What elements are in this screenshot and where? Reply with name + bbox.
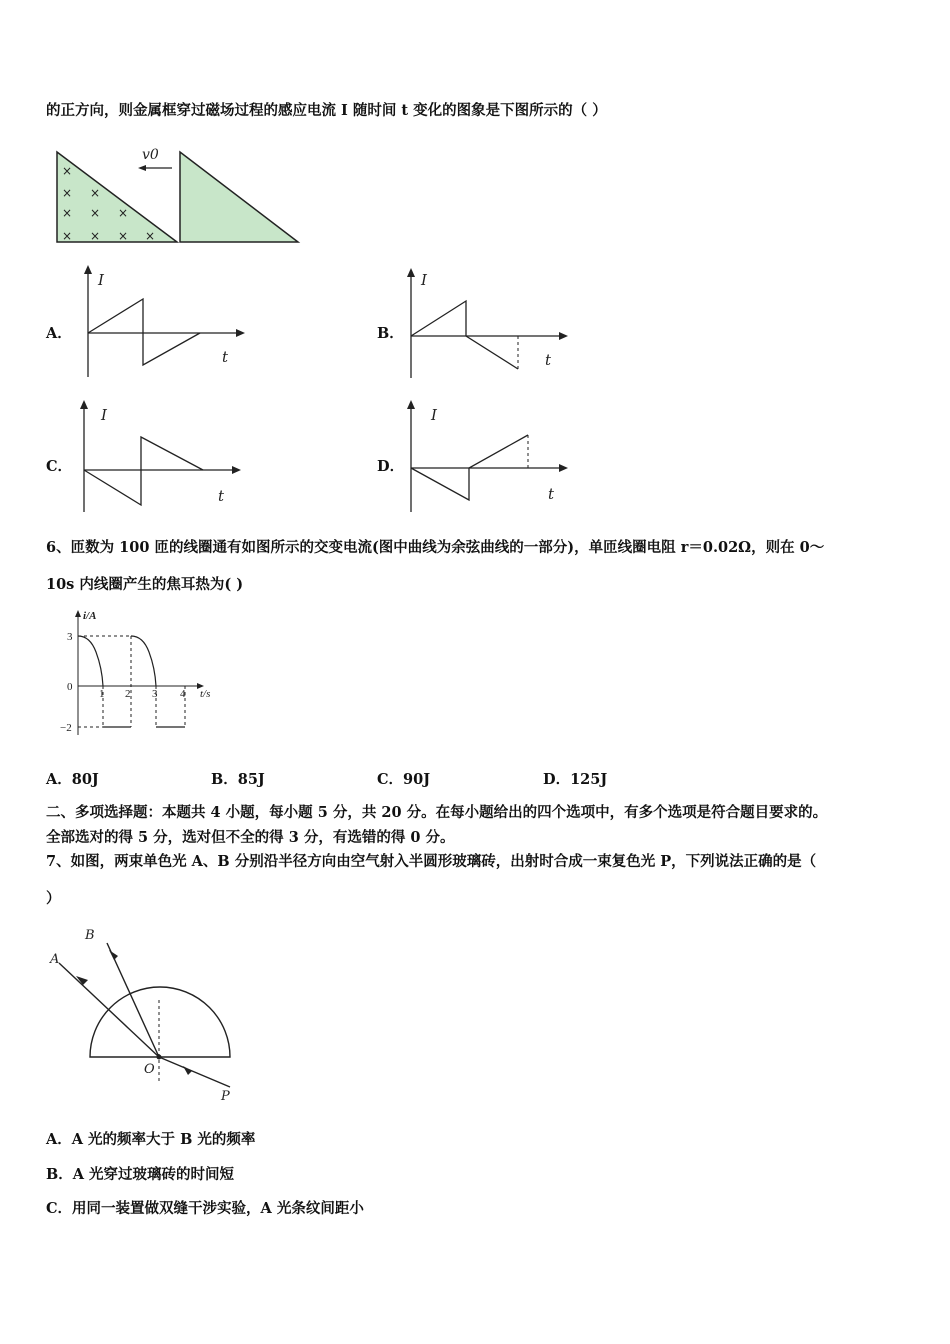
q7-label-o: O [144, 1062, 155, 1077]
velocity-label: v0 [142, 147, 159, 163]
field-cross-mark: × [90, 229, 101, 243]
q6-xtick-4: 4 [180, 688, 186, 700]
q7-stem-line1: 7、如图，两束单色光 A、B 分别沿半径方向由空气射入半圆形玻璃砖，出射时合成一束复色光 P，下列说法正确的是（ [46, 853, 817, 870]
field-cross-mark: × [90, 186, 101, 200]
q6-ytick-neg2: −2 [60, 722, 72, 734]
q6-ytick-3: 3 [67, 631, 73, 643]
q7-option-c[interactable]: C．用同一装置做双缝干涉实验，A 光条纹间距小 [46, 1200, 364, 1217]
field-cross-mark: × [62, 164, 73, 178]
q5-a-xlabel: t [222, 348, 229, 366]
q7-stem-line2: ） [46, 890, 61, 907]
q6-stem-line1: 6、匝数为 100 匝的线圈通有如图所示的交变电流(图中曲线为余弦曲线的一部分)，单匝线圈电阻 r＝0.02Ω，则在 0～ [46, 539, 825, 556]
q7-option-b[interactable]: B．A 光穿过玻璃砖的时间短 [46, 1166, 235, 1183]
field-cross-mark: × [118, 206, 129, 220]
q7-option-a[interactable]: A．A 光的频率大于 B 光的频率 [46, 1131, 256, 1148]
q5-option-c-graph [76, 400, 251, 515]
q6-choice-a[interactable]: A．80J [46, 771, 99, 788]
q5-c-xlabel: t [218, 487, 225, 505]
q6-ytick-0: 0 [67, 681, 73, 693]
q5-option-b-label[interactable]: B． [377, 325, 404, 342]
velocity-arrowhead [138, 165, 146, 171]
q5-a-ylabel: I [98, 271, 104, 289]
q6-choice-b[interactable]: B．85J [211, 771, 265, 788]
q5-option-c-label[interactable]: C． [46, 458, 73, 475]
q7-label-p: P [221, 1089, 230, 1104]
q5-figure [50, 145, 310, 250]
section2-line1: 二、多项选择题：本题共 4 小题，每小题 5 分，共 20 分。在每小题给出的四个选项中，有多个选项是符合题目要求的。 [46, 804, 828, 821]
q5-option-b-graph [403, 268, 578, 383]
q6-xtick-1: 1 [99, 688, 105, 700]
q5-c-ylabel: I [101, 406, 107, 424]
q7-figure [45, 925, 245, 1110]
section2-line2: 全部选对的得 5 分，选对但不全的得 3 分，有选错的得 0 分。 [46, 829, 455, 846]
q5-option-a-graph [80, 265, 255, 380]
q6-xtick-3: 3 [152, 688, 158, 700]
q6-ylabel: i/A [83, 610, 97, 622]
q6-graph [58, 607, 223, 737]
field-cross-mark: × [62, 186, 73, 200]
q7-label-b: B [85, 928, 95, 943]
field-cross-mark: × [62, 206, 73, 220]
q7-label-a: A [50, 952, 60, 967]
field-cross-mark: × [145, 229, 156, 243]
q5-b-xlabel: t [545, 351, 552, 369]
field-cross-mark: × [90, 206, 101, 220]
q6-xtick-2: 2 [125, 688, 131, 700]
q5-option-d-label[interactable]: D． [377, 458, 405, 475]
q6-choice-d[interactable]: D．125J [543, 771, 608, 788]
q6-stem-line2: 10s 内线圈产生的焦耳热为( ) [46, 576, 244, 593]
q5-stem: 的正方向，则金属框穿过磁场过程的感应电流 I 随时间 t 变化的图象是下图所示的（ ） [46, 102, 607, 119]
q5-b-ylabel: I [421, 271, 427, 289]
q6-xlabel: t/s [200, 688, 211, 700]
q5-d-ylabel: I [431, 406, 437, 424]
field-cross-mark: × [118, 229, 129, 243]
q5-option-a-label[interactable]: A． [46, 325, 72, 342]
field-cross-mark: × [62, 229, 73, 243]
q5-option-d-graph [403, 400, 578, 515]
q5-d-xlabel: t [548, 485, 555, 503]
q6-choice-c[interactable]: C．90J [377, 771, 431, 788]
